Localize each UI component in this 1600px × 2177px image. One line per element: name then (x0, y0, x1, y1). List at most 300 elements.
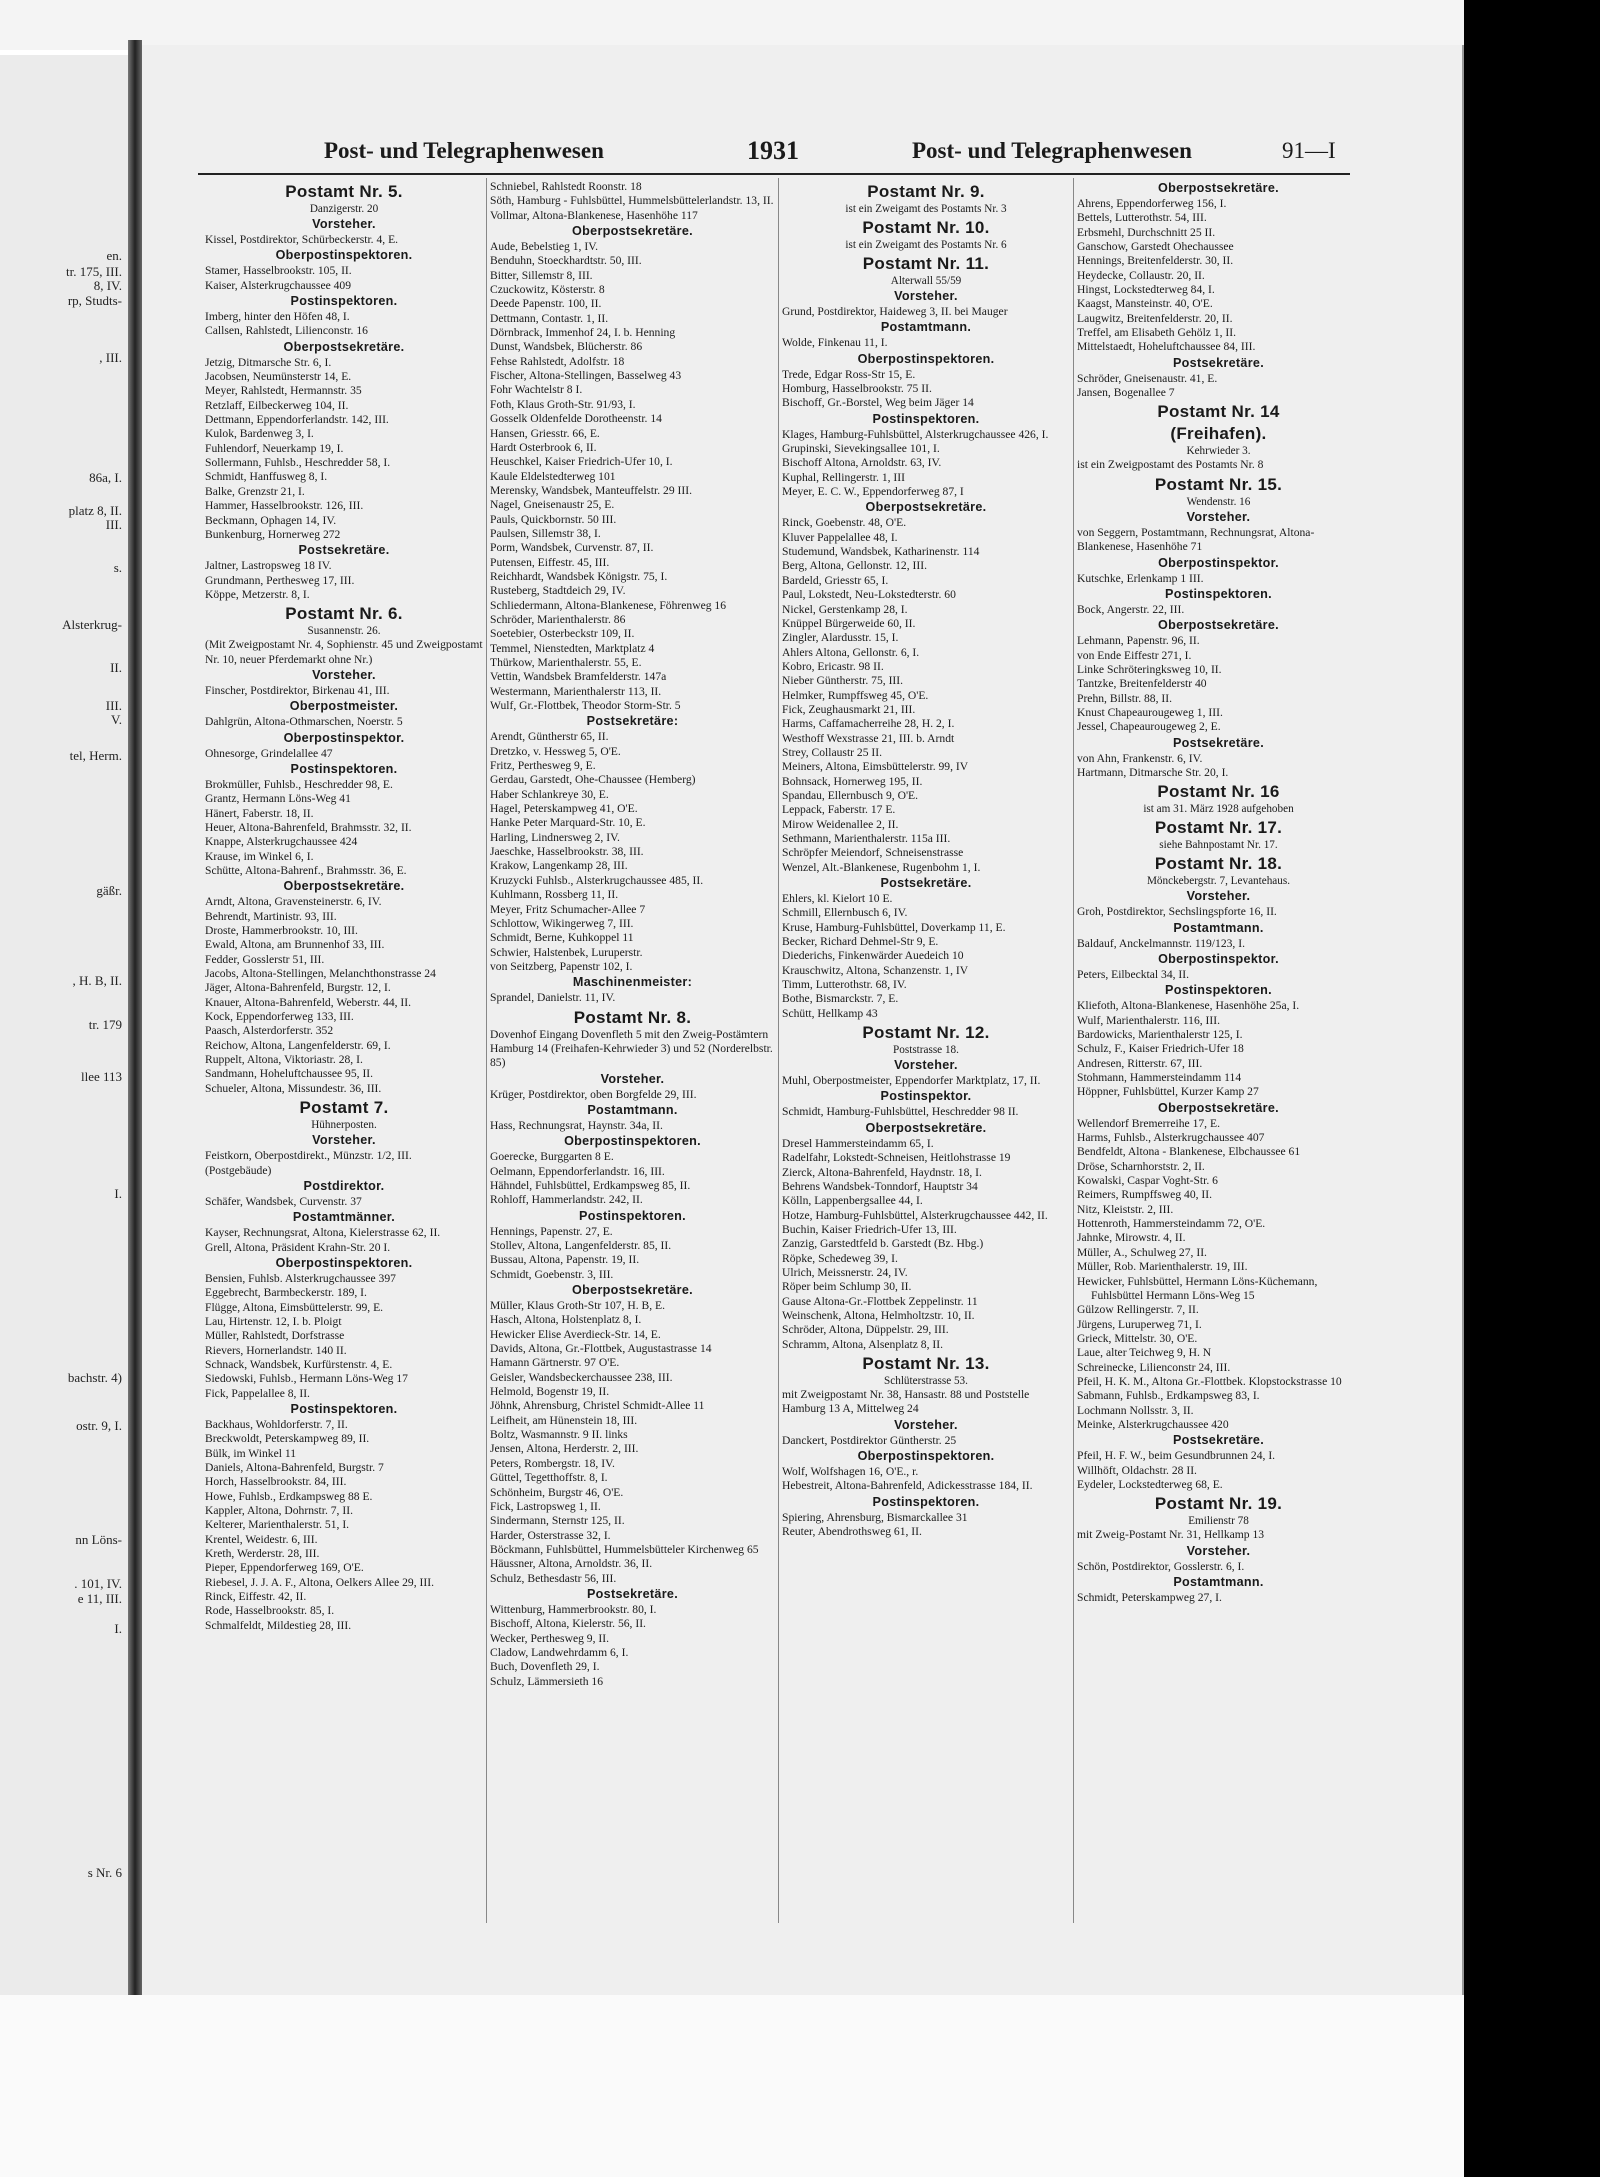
postamt-title: Postamt 7. (299, 1098, 389, 1118)
directory-entry: Dettmann, Eppendorferlandstr. 142, III. (205, 413, 389, 427)
directory-entry: Wellendorf Bremerreihe 17, E. (1077, 1116, 1220, 1130)
directory-entry: Meyer, Rahlstedt, Hermannstr. 35 (205, 384, 362, 398)
directory-entry: Meiners, Altona, Eimsbüttelerstr. 99, IV (782, 760, 969, 774)
section-heading: Postinspektor. (880, 1089, 972, 1104)
directory-entry: Czuckowitz, Kösterstr. 8 (490, 283, 605, 297)
directory-entry: Müller, A., Schulweg 27, II. (1077, 1245, 1207, 1259)
directory-entry: Radelfahr, Lokstedt-Schneisen, Heitlohstrasse 19 (782, 1151, 1011, 1165)
directory-entry: Andresen, Ritterstr. 67, III. (1077, 1056, 1203, 1070)
directory-entry: Hanke Peter Marquard-Str. 10, E. (490, 816, 646, 830)
column-separator (1073, 178, 1074, 1923)
directory-entry: Fohr Wachtelstr 8 I. (490, 383, 583, 397)
directory-entry: Ohnesorge, Grindelallee 47 (205, 746, 333, 760)
directory-entry: Kluver Pappelallee 48, I. (782, 530, 898, 544)
running-header (142, 88, 1464, 168)
directory-entry: Schmill, Ellernbusch 6, IV. (782, 906, 908, 920)
directory-entry: Bischoff Altona, Arnoldstr. 63, IV. (782, 456, 942, 470)
section-heading: Postamtmann. (880, 320, 972, 335)
postamt-title: Postamt Nr. 15. (1154, 474, 1283, 494)
section-heading: Oberpostsekretäre. (865, 500, 987, 515)
directory-entry: Fick, Pappelallee 8, II. (205, 1386, 310, 1400)
directory-entry: Schröder, Altona, Düppelstr. 29, III. (782, 1323, 949, 1337)
directory-entry: Schäfer, Wandsbek, Curvenstr. 37 (205, 1194, 362, 1208)
postamt-address: Schlüterstrasse 53. (884, 1374, 968, 1387)
directory-entry: Meinke, Alsterkrugchaussee 420 (1077, 1417, 1229, 1431)
directory-entry: Schmidt, Hanffusweg 8, I. (205, 470, 328, 484)
directory-entry: Sprandel, Danielstr. 11, IV. (490, 991, 616, 1005)
directory-entry: Putensen, Eiffestr. 45, III. (490, 555, 610, 569)
directory-entry: Dahlgrün, Altona-Othmarschen, Noerstr. 5 (205, 715, 403, 729)
directory-entry: Porm, Wandsbek, Curvenstr. 87, II. (490, 541, 654, 555)
section-heading: Postamtmann. (1173, 920, 1264, 935)
directory-entry: Zanzig, Garstedtfeld b. Garstedt (Bz. Hbg.) (782, 1237, 984, 1251)
directory-entry: Diederichs, Finkenwärder Auedeich 10 (782, 949, 964, 963)
section-heading: Oberpostinspektor. (1158, 951, 1279, 966)
directory-entry: Mirow Weidenallee 2, II. (782, 817, 899, 831)
directory-entry: Bothe, Bismarckstr. 7, E. (782, 992, 899, 1006)
directory-entry: Fischer, Altona-Stellingen, Basselweg 43 (490, 369, 682, 383)
directory-entry: Lochmann Nollsstr. 3, II. (1077, 1403, 1194, 1417)
directory-entry: Nieber Güntherstr. 75, III. (782, 674, 904, 688)
directory-entry: Jäger, Altona-Bahrenfeld, Burgstr. 12, I. (205, 981, 391, 995)
directory-entry: mit Zweig-Postamt Nr. 31, Hellkamp 13 (1077, 1528, 1265, 1542)
directory-column-1 (205, 180, 483, 1633)
section-heading: Postamtmann. (587, 1102, 678, 1117)
directory-entry: Wittenburg, Hammerbrookstr. 80, I. (490, 1602, 657, 1616)
directory-entry: Grund, Postdirektor, Haideweg 3, II. bei Mauger (782, 305, 1008, 318)
directory-entry: Sabmann, Fuhlsb., Erdkampsweg 83, I. (1077, 1389, 1260, 1403)
directory-entry: Helmker, Rumpffsweg 45, O'E. (782, 688, 929, 702)
directory-entry: Bardeld, Griesstr 65, I. (782, 573, 889, 587)
directory-entry: Knauer, Altona-Bahrenfeld, Weberstr. 44, II. (205, 995, 412, 1009)
directory-entry: Flügge, Altona, Eimsbüttelerstr. 99, E. (205, 1300, 384, 1314)
postamt-title: Postamt Nr. 13. (862, 1353, 990, 1373)
directory-entry: Spandau, Ellernbusch 9, O'E. (782, 788, 919, 802)
directory-entry: Schreinecke, Lilienconstr 24, III. (1077, 1360, 1231, 1374)
directory-entry: Helmold, Bogenstr 19, II. (490, 1385, 610, 1399)
directory-entry: Feistkorn, Oberpostdirekt., Münzstr. 1/2, III. (205, 1149, 412, 1163)
directory-entry: Berg, Altona, Gellonstr. 12, III. (782, 559, 928, 573)
section-heading: Oberpostmeister. (289, 699, 399, 714)
directory-entry: Baldauf, Anckelmannstr. 119/123, I. (1077, 936, 1245, 950)
left-page-text-fragment: Alsterkrug- (62, 617, 122, 632)
directory-entry: Krüger, Postdirektor, oben Borgfelde 29, III. (490, 1087, 697, 1101)
directory-entry: Rinck, Goebenstr. 48, O'E. (782, 516, 907, 530)
directory-entry: Rohloff, Hammerlandstr. 242, II. (490, 1193, 643, 1207)
section-heading: Oberpostinspektoren. (275, 248, 413, 263)
directory-entry: Krause, im Winkel 6, I. (205, 849, 314, 863)
directory-entry: Groh, Postdirektor, Sechslingspforte 16, II. (1077, 905, 1277, 919)
directory-entry: Ulrich, Meissnerstr. 24, IV. (782, 1265, 908, 1279)
directory-entry: Schütte, Altona-Bahrenf., Brahmsstr. 36, E. (205, 864, 407, 877)
directory-entry: Wulf, Gr.-Flottbek, Theodor Storm-Str. 5 (490, 699, 681, 713)
book-gutter (128, 40, 142, 2000)
section-heading: Vorsteher. (312, 667, 376, 682)
directory-entry: Fick, Zeughausmarkt 21, III. (782, 702, 916, 716)
section-heading: Vorsteher. (1186, 889, 1251, 904)
column-separator (778, 178, 779, 1923)
section-heading: Vorsteher. (312, 1133, 376, 1148)
directory-entry: Hebestreit, Altona-Bahrenfeld, Adickesstrasse 184, II. (782, 1479, 1033, 1493)
section-heading: Vorsteher. (894, 289, 958, 303)
directory-entry: Siedowski, Fuhlsb., Hermann Löns-Weg 17 (205, 1372, 408, 1386)
section-heading: Oberpostsekretäre. (572, 224, 693, 239)
directory-entry: Dettmann, Contastr. 1, II. (490, 311, 609, 325)
directory-entry: Paul, Lokstedt, Neu-Lokstedterstr. 60 (782, 588, 956, 602)
directory-entry: Jaeschke, Hasselbrookstr. 38, III. (490, 845, 644, 859)
directory-entry: Grantz, Hermann Löns-Weg 41 (205, 792, 351, 806)
left-page-text-fragment: gäßr. (96, 883, 122, 898)
directory-entry: Fehse Rahlstedt, Adolfstr. 18 (490, 354, 625, 368)
directory-entry: Kuphal, Rellingerstr. 1, III (782, 470, 905, 484)
directory-entry: Krentel, Weidestr. 6, III. (205, 1532, 318, 1546)
directory-entry: Dresel Hammersteindamm 65, I. (782, 1136, 934, 1150)
postamt-address: Mönckebergstr. 7, Levantehaus. (1146, 875, 1291, 888)
directory-entry: Strey, Collaustr 25 II. (782, 745, 883, 759)
directory-entry: Arndt, Altona, Gravensteinerstr. 6, IV. (205, 895, 382, 909)
postamt-title: Postamt Nr. 17. (1154, 818, 1283, 838)
column-separator (486, 178, 487, 1923)
directory-entry: Breckwoldt, Peterskampweg 89, II. (205, 1432, 370, 1446)
directory-entry: Paulsen, Sillemstr 38, I. (490, 526, 601, 540)
directory-entry: Timm, Lutterothstr. 68, IV. (782, 978, 907, 992)
left-page-text-fragment: V. (111, 712, 122, 727)
left-page-text-fragment: 8, IV. (93, 278, 122, 293)
directory-entry: Kaule Eldelstedterweg 101 (490, 469, 616, 483)
directory-column-4 (1077, 180, 1360, 1605)
directory-entry: Schulz, Bethesdastr 56, III. (490, 1571, 617, 1585)
directory-entry: Bunkenburg, Hornerweg 272 (205, 527, 341, 541)
directory-entry: Pfeil, H. K. M., Altona Gr.-Flottbek. Klopstockstrasse 10 (1077, 1374, 1342, 1388)
directory-entry: Hasch, Altona, Holstenplatz 8, I. (490, 1313, 642, 1327)
section-heading: Postinspektoren. (579, 1208, 686, 1223)
directory-entry: Zierck, Altona-Bahrenfeld, Haydnstr. 18, I. (782, 1165, 982, 1179)
directory-entry: Güttel, Tegetthoffstr. 8, I. (490, 1471, 608, 1485)
postamt-title: Postamt Nr. 19. (1154, 1494, 1283, 1514)
directory-entry: Ruppelt, Altona, Viktoriastr. 28, I. (205, 1053, 363, 1067)
directory-entry: Harms, Fuhlsb., Alsterkrugchaussee 407 (1077, 1131, 1265, 1145)
directory-entry: Dröse, Scharnhorststr. 2, II. (1077, 1159, 1205, 1173)
postamt-title: Postamt Nr. 6. (285, 604, 403, 624)
directory-entry: Köppe, Metzerstr. 8, I. (205, 587, 310, 601)
directory-entry: Kock, Eppendorferweg 133, III. (205, 1010, 354, 1024)
directory-entry: Harder, Osterstrasse 32, I. (490, 1528, 611, 1542)
left-page-text-fragment: tr. 179 (88, 1017, 122, 1032)
directory-entry: Goerecke, Burggarten 8 E. (490, 1150, 614, 1164)
directory-entry: Aude, Bebelstieg 1, IV. (490, 240, 598, 254)
directory-entry: von Ahn, Frankenstr. 6, IV. (1077, 751, 1203, 765)
directory-entry: Schueler, Altona, Missundestr. 36, III. (205, 1081, 382, 1095)
directory-entry: Boltz, Wasmannstr. 9 II. links (490, 1428, 628, 1442)
directory-entry: Fritz, Perthesweg 9, E. (490, 759, 596, 773)
section-heading: Postinspektoren. (872, 411, 980, 426)
left-page-text-fragment: , H. B, II. (72, 973, 122, 988)
scan-bottom-margin (0, 1995, 1464, 2177)
postamt-address: Emilienstr 78 (1188, 1515, 1249, 1528)
directory-entry: (Postgebäude) (205, 1163, 272, 1177)
directory-entry: Schulz, F., Kaiser Friedrich-Ufer 18 (1077, 1042, 1244, 1056)
directory-entry: Oelmann, Eppendorferlandstr. 16, III. (490, 1164, 665, 1178)
directory-entry: Peters, Eilbecktal 34, II. (1077, 967, 1190, 981)
postamt-address: ist ein Zweigamt des Postamts Nr. 3 (845, 203, 1007, 215)
section-heading: Vorsteher. (894, 1058, 958, 1073)
directory-entry: Kobro, Ericastr. 98 II. (782, 659, 884, 673)
directory-entry: Knust Chapeaurougeweg 1, III. (1077, 705, 1223, 719)
directory-entry: Bock, Angerstr. 22, III. (1077, 602, 1185, 616)
directory-entry: Deede Papenstr. 100, II. (490, 297, 602, 311)
scan-right-border (1464, 0, 1600, 2177)
directory-entry: Nagel, Gneisenaustr 25, E. (490, 498, 615, 512)
directory-entry: Bettels, Lutterothstr. 54, III. (1077, 211, 1207, 225)
directory-entry: Röpke, Schedeweg 39, I. (782, 1251, 898, 1265)
directory-entry: Wolf, Wolfshagen 16, O'E., r. (782, 1465, 919, 1478)
directory-entry: Klages, Hamburg-Fuhlsbüttel, Alsterkrugchaussee 426, I. (782, 427, 1049, 441)
left-page-text-fragment: tel, Herm. (69, 748, 122, 763)
directory-entry: Davids, Altona, Gr.-Flottbek, Augustastrasse 14 (490, 1342, 712, 1356)
directory-entry: Hewicker Elise Averdieck-Str. 14, E. (490, 1327, 661, 1341)
directory-entry: Rusteberg, Stadtdeich 29, IV. (490, 584, 626, 598)
directory-entry: Sethmann, Marienthalerstr. 115a III. (782, 832, 951, 845)
section-heading: Postamtmänner. (292, 1210, 396, 1225)
directory-entry: Söth, Hamburg - Fuhlsbüttel, Hummelsbüttelerlandstr. 13, II. (490, 194, 774, 208)
directory-entry: ist ein Zweigpostamt des Postamts Nr. 8 (1077, 458, 1264, 472)
directory-entry: Ganschow, Garstedt Ohechaussee (1077, 240, 1234, 254)
directory-entry: Häussner, Altona, Arnoldstr. 36, II. (490, 1557, 653, 1571)
directory-entry: Hähndel, Fuhlsbüttel, Erdkampsweg 85, II. (490, 1178, 691, 1192)
directory-entry: Grell, Altona, Präsident Krahn-Str. 20 I. (205, 1240, 391, 1254)
postamt-title: (Freihafen). (1170, 424, 1267, 444)
postamt-title: Postamt Nr. 10. (862, 218, 990, 237)
directory-entry: Schröpfer Meiendorf, Schneisenstrasse (782, 846, 964, 860)
directory-entry: Rinck, Eiffestr. 42, II. (205, 1590, 307, 1604)
left-page-text-fragment: tr. 175, III. (66, 264, 122, 279)
section-heading: Oberpostinspektoren. (275, 1255, 413, 1270)
directory-entry: Leifheit, am Hünenstein 18, III. (490, 1413, 638, 1427)
directory-entry: Schönheim, Burgstr 46, O'E. (490, 1485, 624, 1499)
header-left-title: Post- und Telegraphenwesen (324, 138, 604, 163)
directory-entry: Foth, Klaus Groth-Str. 91/93, I. (490, 397, 636, 411)
postamt-address: ist am 31. März 1928 aufgehoben (1143, 803, 1294, 816)
directory-entry: Benduhn, Stoeckhardtstr. 50, III. (490, 254, 642, 268)
section-heading: Postinspektoren. (290, 761, 398, 776)
left-page-text-fragment: ostr. 9, I. (76, 1418, 122, 1433)
postamt-address: Wendenstr. 16 (1186, 495, 1251, 508)
directory-entry: Bussau, Altona, Papenstr. 19, II. (490, 1253, 640, 1267)
directory-entry: Thürkow, Marienthalerstr. 55, E. (490, 656, 642, 669)
postamt-address: Susannenstr. 26. (307, 625, 381, 638)
directory-entry: Fick, Lastropsweg 1, II. (490, 1499, 601, 1513)
directory-entry: Ehlers, kl. Kielort 10 E. (782, 892, 893, 906)
directory-entry: Fedder, Gosslerstr 51, III. (205, 952, 325, 966)
section-heading: Oberpostsekretäre. (283, 339, 405, 354)
left-page-text-fragment: platz 8, II. (68, 503, 122, 518)
directory-entry: Soetebier, Osterbeckstr 109, II. (490, 627, 635, 641)
section-heading: Postsekretäre. (1172, 355, 1264, 370)
section-heading: Postinspektoren. (290, 1401, 398, 1416)
directory-entry: Pfeil, H. F. W., beim Gesundbrunnen 24, I. (1077, 1449, 1276, 1463)
section-heading: Vorsteher. (312, 217, 376, 231)
directory-entry: Schröder, Gneisenaustr. 41, E. (1077, 371, 1218, 385)
directory-entry: Schulz, Lämmersieth 16 (490, 1674, 604, 1688)
section-heading: Vorsteher. (1186, 509, 1251, 524)
directory-entry: Lau, Hirtenstr. 12, I. b. Ploigt (205, 1314, 342, 1328)
left-page-text-fragment: 86a, I. (89, 470, 122, 485)
directory-entry: Homburg, Hasselbrookstr. 75 II. (782, 382, 932, 396)
section-heading: Postsekretäre. (586, 1586, 678, 1601)
postamt-address: Danzigerstr. 20 (309, 203, 379, 215)
postamt-address: Poststrasse 18. (893, 1044, 959, 1057)
directory-entry: Peters, Rombergstr. 18, IV. (490, 1456, 615, 1470)
section-heading: Vorsteher. (1186, 1543, 1251, 1558)
directory-entry: Schramm, Altona, Alsenplatz 8, II. (782, 1337, 943, 1351)
directory-entry: Westermann, Marienthalerstr 113, II. (490, 684, 662, 698)
directory-entry: Kliefoth, Altona-Blankenese, Hasenhöhe 25a, I. (1077, 999, 1300, 1013)
directory-entry: Nitz, Kleiststr. 2, III. (1077, 1202, 1174, 1216)
directory-entry: Kruse, Hamburg-Fuhlsbüttel, Doverkamp 11, E. (782, 920, 1006, 934)
directory-entry: Schlottow, Wikingerweg 7, III. (490, 916, 634, 930)
header-rule (198, 173, 1350, 175)
left-page-text-fragment: I. (114, 1186, 122, 1201)
directory-entry: Hewicker, Fuhlsbüttel, Hermann Löns-Küchemann, Fuhlsbüttel Hermann Löns-Weg 15 (1077, 1274, 1318, 1302)
directory-entry: Knüppel Bürgerweide 60, II. (782, 616, 916, 630)
directory-entry: Meyer, E. C. W., Eppendorferweg 87, I (782, 485, 964, 499)
directory-entry: Krakow, Langenkamp 28, III. (490, 859, 628, 873)
directory-entry: Harms, Caffamacherreihe 28, H. 2, I. (782, 717, 955, 731)
directory-entry: Hotze, Hamburg-Fuhlsbüttel, Alsterkrugchaussee 442, II. (782, 1208, 1048, 1222)
directory-entry: Leppack, Faberstr. 17 E. (782, 803, 896, 817)
directory-entry: Reichow, Altona, Langenfelderstr. 69, I. (205, 1038, 391, 1052)
left-page-text-fragment: , III. (99, 350, 122, 365)
directory-entry: Schmidt, Berne, Kuhkoppel 11 (490, 931, 634, 945)
directory-entry: Ahlers Altona, Gellonstr. 6, I. (782, 645, 920, 659)
directory-entry: Gülzow Rellingerstr. 7, II. (1077, 1303, 1199, 1317)
directory-entry: Callsen, Rahlstedt, Lilienconstr. 16 (205, 324, 368, 338)
left-page-text-fragment: III. (105, 517, 122, 532)
directory-entry: Muhl, Oberpostmeister, Eppendorfer Marktplatz, 17, II. (782, 1074, 1041, 1088)
directory-entry: Harling, Lindnersweg 2, IV. (490, 830, 620, 844)
section-heading: Postinspektoren. (1165, 983, 1272, 998)
postamt-title: Postamt Nr. 16 (1157, 782, 1280, 802)
directory-entry: Haber Schlankreye 30, E. (490, 787, 609, 801)
directory-entry: Kayser, Rechnungsrat, Altona, Kielerstrasse 62, II. (205, 1226, 441, 1240)
directory-entry: Westhoff Wexstrasse 21, III. b. Arndt (782, 731, 955, 745)
postamt-title: Postamt Nr. 9. (867, 182, 985, 201)
directory-entry: Sandmann, Hoheluftchaussee 95, II. (205, 1067, 374, 1081)
directory-entry: Howe, Fuhlsb., Erdkampsweg 88 E. (205, 1489, 373, 1503)
section-heading: Oberpostinspektoren. (857, 1449, 995, 1463)
directory-entry: Gause Altona-Gr.-Flottbek Zeppelinstr. 11 (782, 1294, 978, 1308)
directory-entry: Bohnsack, Hornerweg 195, II. (782, 774, 923, 788)
directory-entry: Hartmann, Ditmarsche Str. 20, I. (1077, 765, 1229, 779)
directory-entry: Hamann Gärtnerstr. 97 O'E. (490, 1356, 620, 1370)
directory-entry: Bardowicks, Marienthalerstr 125, I. (1077, 1028, 1243, 1041)
directory-entry: Danckert, Postdirektor Güntherstr. 25 (782, 1433, 957, 1447)
directory-entry: Imberg, hinter den Höfen 48, I. (205, 310, 350, 324)
page-number: 91—I (1282, 138, 1336, 163)
directory-entry: Kruzycki Fuhlsb., Alsterkrugchaussee 485, II. (490, 873, 704, 887)
section-heading: Vorsteher. (894, 1417, 958, 1432)
directory-entry: Schmidt, Goebenstr. 3, III. (490, 1267, 614, 1281)
directory-entry: Kelterer, Marienthalerstr. 51, I. (205, 1518, 350, 1532)
left-page-text-fragment: s. (113, 560, 122, 575)
left-page-text-fragment: en. (106, 248, 122, 263)
directory-entry: Jürgens, Luruperweg 71, I. (1077, 1317, 1202, 1331)
directory-entry: Hardt Osterbrook 6, II. (490, 440, 597, 454)
left-page-text-fragment: rp, Studts- (67, 293, 122, 308)
directory-entry: Ewald, Altona, am Brunnenhof 33, III. (205, 938, 385, 952)
left-page-text-fragment: nn Löns- (75, 1532, 122, 1547)
directory-entry: Behrendt, Martinistr. 93, III. (205, 909, 337, 923)
directory-entry: Erbsmehl, Durchschnitt 25 II. (1077, 225, 1216, 239)
directory-entry: Wolde, Finkenau 11, I. (782, 336, 888, 350)
directory-entry: Cladow, Landwehrdamm 6, I. (490, 1645, 629, 1659)
section-heading: Postdirektor. (303, 1178, 385, 1193)
directory-entry: Fuhlendorf, Neuerkamp 19, I. (205, 441, 344, 455)
directory-entry: Tantzke, Breitenfelderstr 40 (1077, 677, 1207, 691)
section-heading: Oberpostsekretäre. (865, 1120, 987, 1135)
directory-entry: Beckmann, Ophagen 14, IV. (205, 513, 337, 527)
note-paragraph: von Seggern, Postamtmann, Rechnungsrat, Altona-Blankenese, Hasenhöhe 71 (1077, 525, 1315, 554)
directory-entry: Heuer, Altona-Bahrenfeld, Brahmsstr. 32, II. (205, 820, 412, 834)
left-page-text-fragment: llee 113 (80, 1069, 122, 1084)
left-page-text-fragment: II. (110, 660, 122, 675)
directory-entry: Schütt, Hellkamp 43 (782, 1006, 878, 1020)
directory-entry: Kappler, Altona, Dohrnstr. 7, II. (205, 1504, 353, 1518)
directory-entry: Höppner, Fuhlsbüttel, Kurzer Kamp 27 (1077, 1085, 1259, 1099)
directory-entry: Pieper, Eppendorferweg 169, O'E. (205, 1561, 364, 1575)
left-page-text-fragment: I. (114, 1621, 122, 1636)
directory-entry: Hammer, Hasselbrookstr. 126, III. (205, 499, 364, 513)
directory-entry: Jacobsen, Neumünsterstr 14, E. (205, 370, 352, 384)
directory-entry: Sollermann, Fuhlsb., Heschredder 58, I. (205, 456, 391, 470)
section-heading: Oberpostinspektoren. (564, 1134, 701, 1149)
directory-entry: Brokmüller, Fuhlsb., Heschredder 98, E. (205, 777, 393, 791)
directory-entry: Reichhardt, Wandsbek Königstr. 75, I. (490, 569, 668, 583)
note-paragraph: (Mit Zweigpostamt Nr. 4, Sophienstr. 45 und Zweigpostamt Nr. 10, neuer Pferdemarkt ohne Nr.) (205, 638, 483, 666)
directory-entry: Müller, Klaus Groth-Str 107, H. B, E. (490, 1299, 666, 1313)
directory-entry: Prehn, Billstr. 88, II. (1077, 691, 1173, 705)
directory-entry: Retzlaff, Eilbeckerweg 104, II. (205, 398, 349, 412)
directory-entry: Schröder, Marienthalerstr. 86 (490, 612, 626, 626)
directory-entry: Pauls, Quickbornstr. 50 III. (490, 512, 617, 526)
directory-entry: Buch, Dovenfleth 29, I. (490, 1660, 600, 1674)
directory-entry: Kaiser, Alsterkrugchaussee 409 (205, 278, 352, 292)
directory-entry: Bensien, Fuhlsb. Alsterkrugchaussee 397 (205, 1271, 396, 1285)
directory-entry: Böckmann, Fuhlsbüttel, Hummelsbütteler Kirchenweg 65 (490, 1542, 759, 1556)
directory-entry: Vettin, Wandsbek Bramfelderstr. 147a (490, 670, 667, 684)
directory-entry: Dretzko, v. Hessweg 5, O'E. (490, 744, 621, 758)
directory-entry: Jessel, Chapeaurougeweg 2, E. (1077, 720, 1221, 734)
section-heading: Postsekretäre. (298, 543, 390, 558)
directory-column-3 (782, 180, 1070, 1539)
section-heading: Maschinenmeister: (572, 975, 693, 990)
directory-entry: Müller, Rahlstedt, Dorfstrasse (205, 1329, 345, 1343)
directory-entry: Finscher, Postdirektor, Birkenau 41, III. (205, 683, 390, 697)
directory-entry: Hennings, Papenstr. 27, E. (490, 1224, 613, 1238)
section-heading: Oberpostsekretäre. (1158, 1100, 1279, 1115)
directory-entry: Kuhlmann, Rossberg 11, II. (490, 888, 619, 902)
section-heading: Oberpostsekretäre. (1158, 618, 1279, 633)
left-page-text-fragment: III. (105, 698, 122, 713)
left-page-text-fragment: s Nr. 6 (87, 1865, 122, 1880)
directory-entry: Schniebel, Rahlstedt Roonstr. 18 (490, 180, 642, 193)
directory-column-2 (490, 180, 775, 1689)
directory-entry: Wecker, Perthesweg 9, II. (490, 1631, 609, 1645)
section-heading: Postinspektoren. (872, 1494, 980, 1509)
postamt-title: Postamt Nr. 14 (1157, 402, 1280, 422)
directory-entry: Röper beim Schlump 30, II. (782, 1280, 912, 1294)
directory-entry: Hänert, Faberstr. 18, II. (205, 806, 314, 820)
